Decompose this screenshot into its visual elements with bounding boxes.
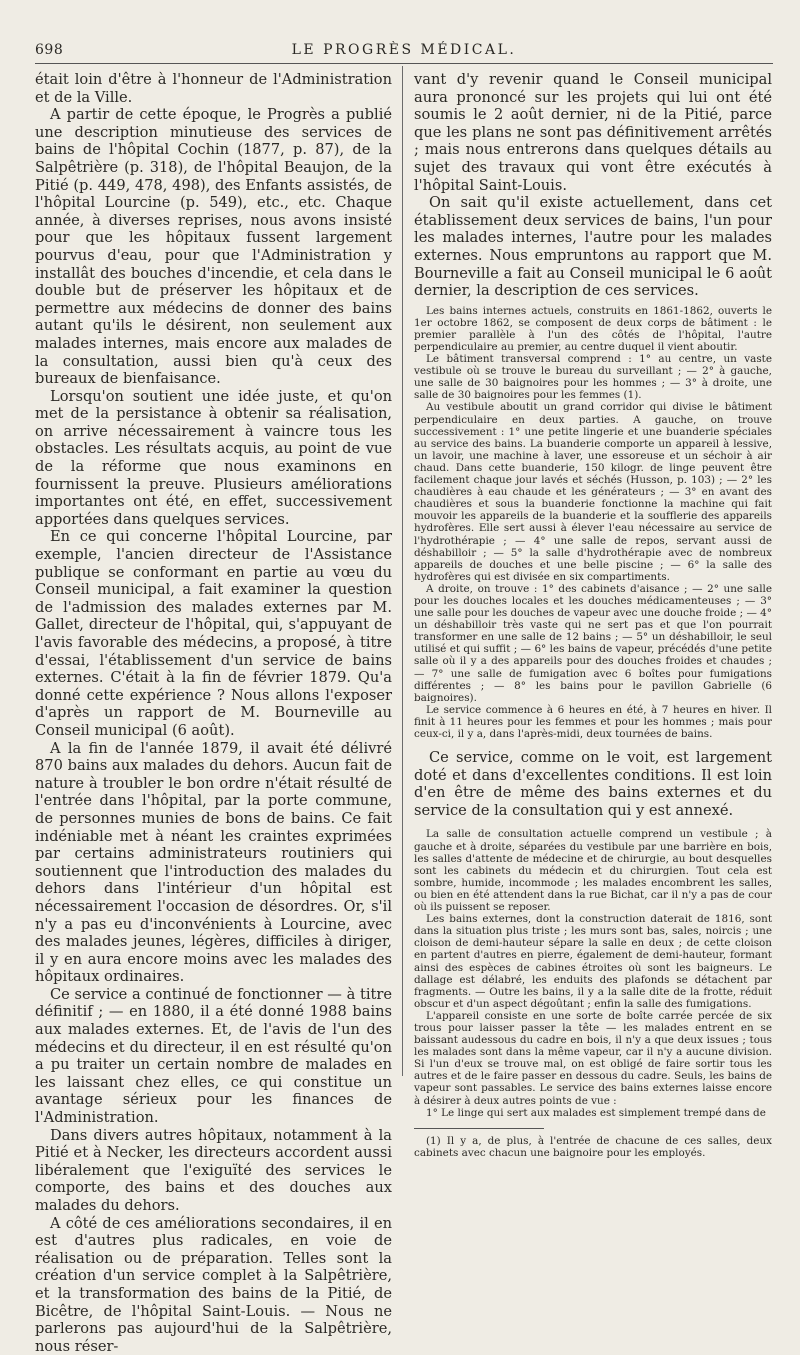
page-number: 698 xyxy=(35,42,64,58)
paragraph: était loin d'être à l'honneur de l'Administration et de la Ville. xyxy=(35,71,392,106)
paragraph: A côté de ces améliorations secondaires, il en est d'autres plus radicales, en voie de réalisation ou de préparation. Telles sont la création d'un service complet à la Salpêtrière, et la transformation des bains de la Pitié, de Bicêtre, de l'hôpital Saint-Louis. — Nous ne parlerons pas aujourd'hui de la Salpêtrière, nous réser- xyxy=(35,1214,392,1355)
paragraph: Lorsqu'on soutient une idée juste, et qu'on met de la persistance à obtenir sa réalisation, on arrive nécessairement à vaincre tous les obstacles. Les résultats acquis, au point de vue de la réforme que nous examinons en fournissent la preuve. Plusieurs améliorations importantes ont été, en effet, successivement apportées dans quelques services. xyxy=(35,387,392,528)
header-rule xyxy=(35,63,773,64)
right-column xyxy=(414,71,772,1159)
page-header xyxy=(35,38,773,60)
quoted-paragraph: 1° Le linge qui sert aux malades est simplement trempé dans de xyxy=(426,1106,766,1119)
running-title: LE PROGRÈS MÉDICAL. xyxy=(291,42,517,58)
column-divider xyxy=(402,66,403,1076)
quoted-paragraph: Le bâtiment transversal comprend : 1° au centre, un vaste vestibule où se trouve le bureau du surveillant ; — 2° à gauche, une salle de 30 baignoires pour les hommes ; — 3° à droite, une salle de 30 baignoires pour les femmes (1). xyxy=(414,353,772,402)
paragraph: vant d'y revenir quand le Conseil municipal aura prononcé sur les projets qui lui ont été soumis le 2 août dernier, ni de la Pitié, parce que les plans ne sont pas définitivement arrêtés ; mais nous entrerons dans quelques détails au sujet des travaux qui vont être exécutés à l'hôpital Saint-Louis. xyxy=(414,71,772,194)
spacer xyxy=(414,740,772,749)
left-column xyxy=(35,71,392,1355)
footnote: (1) Il y a, de plus, à l'entrée de chacune de ces salles, deux cabinets avec chacun une baignoire pour les employés. xyxy=(414,1134,772,1159)
paragraph: On sait qu'il existe actuellement, dans cet établissement deux services de bains, l'un pour les malades internes, l'autre pour les malades externes. Nous empruntons au rapport que M. Bourneville a fait au Conseil municipal le 6 août dernier, la description de ces services. xyxy=(414,194,772,300)
quoted-paragraph: Les bains externes, dont la construction daterait de 1816, sont dans la situation plus triste ; les murs sont bas, sales, noircis ; une cloison de demi-hauteur sépare la salle en deux ; de cette cloison en partent d'autres en pierre, également de demi-hauteur, formant ainsi des espèces de cabines étroites où sont les baigneurs. Le dallage est délabré, les enduits des plafonds se détachent par fragments. — Outre les bains, il y a la salle dite de la frotte, réduit obscur et d'un aspect dégoûtant ; enfin la salle des fumigations. xyxy=(414,913,772,1010)
paragraph: En ce qui concerne l'hôpital Lourcine, par exemple, l'ancien directeur de l'Assistance publique se conformant en partie au vœu du Conseil municipal, a fait examiner la question de l'admission des malades externes par M. Gallet, directeur de l'hôpital, qui, s'appuyant de l'avis favorable des médecins, a proposé, à titre d'essai, l'établissement d'un service de bains externes. C'était à la fin de février 1879. Qu'a donné cette expérience ? Nous allons l'exposer d'après un rapport de M. Bourneville au Conseil municipal (6 août). xyxy=(35,528,392,739)
paragraph: Dans divers autres hôpitaux, notamment à la Pitié et à Necker, les directeurs accordent aussi libéralement que l'exiguïté des services le comporte, des bains et des douches aux malades du dehors. xyxy=(35,1126,392,1214)
paragraph: A la fin de l'année 1879, il avait été délivré 870 bains aux malades du dehors. Aucun fait de nature à troubler le bon ordre n'était résulté de l'entrée dans l'hôpital, par la porte commune, de personnes munies de bons de bains. Ce fait indéniable met à néant les craintes exprimées par certains administrateurs routiniers qui soutiennent que l'introduction des malades du dehors dans l'intérieur d'un hôpital est nécessairement l'occasion de désordres. Or, s'il n'y a pas eu d'inconvénients à Lourcine, avec des malades jeunes, légères, difficiles à diriger, il y en aura encore moins avec les malades des hôpitaux ordinaires. xyxy=(35,739,392,986)
quoted-paragraph: Au vestibule aboutit un grand corridor qui divise le bâtiment perpendiculaire en deux parties. A gauche, on trouve successivement : 1° une petite lingerie et une buanderie spéciales au service des bains. La buanderie comporte un appareil à lessive, un lavoir, une machine à laver, une essoreuse et un séchoir à air chaud. Dans cette buanderie, 150 kilogr. de linge peuvent être facilement chaque jour lavés et séchés (Husson, p. 103) ; — 2° les chaudières à eau chaude et les générateurs ; — 3° en avant des chaudières et sous la buanderie fonctionne la machine qui fait mouvoir les appareils de la buanderie et la soufflerie des appareils hydrofères. Elle sert aussi à élever l'eau nécessaire au service de l'hydrothérapie ; — 4° une salle de repos, servant aussi de déshabilloir ; — 5° la salle d'hydrothérapie avec de nombreux appareils de douches et une belle piscine ; — 6° la salle des hydrofères qui est divisée en six compartiments. xyxy=(414,401,772,583)
quoted-paragraph: Le service commence à 6 heures en été, à 7 heures en hiver. Il finit à 11 heures pour les femmes et pour les hommes ; mais pour ceux-ci, il y a, dans l'après-midi, deux tournées de bains. xyxy=(414,703,772,740)
paragraph: Ce service, comme on le voit, est largement doté et dans d'excellentes conditions. Il est loin d'en être de même des bains externes et du service de la consultation qui y est annexé. xyxy=(414,749,772,819)
quoted-paragraph: La salle de consultation actuelle comprend un vestibule ; à gauche et à droite, séparées du vestibule par une barrière en bois, les salles d'attente de médecine et de chirurgie, au bout desquelles sont les cabinets du médecin et du chirurgien. Tout cela est sombre, humide, incommode ; les malades encombrent les salles, ou bien en été attendent dans la rue Bichat, car il n'y a pas de cour où ils puissent se reposer. xyxy=(414,828,772,914)
paragraph: Ce service a continué de fonctionner — à titre définitif ; — en 1880, il a été donné 1988 bains aux malades externes. Et, de l'avis de l'un des médecins et du directeur, il en est résulté qu'on a pu traiter un certain nombre de malades en les laissant chez elles, ce qui constitue un avantage sérieux pour les finances de l'Administration. xyxy=(35,985,392,1127)
quoted-paragraph: A droite, on trouve : 1° des cabinets d'aisance ; — 2° une salle pour les douches locales et les douches médicamenteuses ; — 3° une salle pour les douches de vapeur avec une douche froide ; — 4° un déshabilloir très vaste qui ne sert pas et que l'on pourrait transformer en une salle de 12 bains ; — 5° un déshabilloir, le seul utilisé et qui suffit ; — 6° les bains de vapeur, précédés d'une petite salle où il y a des appareils pour des douches froides et chaudes ; — 7° une salle de fumigation avec 6 boîtes pour fumigations différentes ; — 8° les bains pour le pavillon Gabrielle (6 baignoires). xyxy=(414,582,772,704)
quoted-paragraph: Les bains internes actuels, construits en 1861-1862, ouverts le 1er octobre 1862, se composent de deux corps de bâtiment : le premier parallèle à l'un des côtés de l'hôpital, l'autre perpendiculaire au premier, au centre duquel il vient aboutir. xyxy=(414,304,772,353)
quoted-paragraph: L'appareil consiste en une sorte de boîte carrée percée de six trous pour laisser passer la tête — les malades entrent en se baissant audessous du cadre en bois, il n'y a que deux issues ; tous les malades sont dans la même vapeur, car il n'y a aucune division. Si l'un d'eux se trouve mal, on est obligé de faire sortir tous les autres et de le faire passer en dessous du cadre. Seuls, les bains de vapeur sont passables. Le service des bains externes laisse encore à désirer à deux autres points de vue : xyxy=(414,1009,772,1107)
paragraph: A partir de cette époque, le Progrès a publié une description minutieuse des services de bains de l'hôpital Cochin (1877, p. 87), de la Salpêtrière (p. 318), de l'hôpital Beaujon, de la Pitié (p. 449, 478, 498), des Enfants assistés, de l'hôpital Lourcine (p. 549), etc., etc. Chaque année, à diverses reprises, nous avons insisté pour que les hôpitaux fussent largement pourvus d'eau, pour que l'Administration y installât des bouches d'incendie, et cela dans le double but de préserver les hôpitaux et de permettre aux médecins de donner des bains autant qu'ils le désirent, non seulement aux malades internes, mais encore aux malades de la consultation, aussi bien qu'à ceux des bureaux de bienfaisance. xyxy=(35,106,392,388)
spacer xyxy=(414,819,772,828)
footnote-rule xyxy=(414,1128,544,1129)
